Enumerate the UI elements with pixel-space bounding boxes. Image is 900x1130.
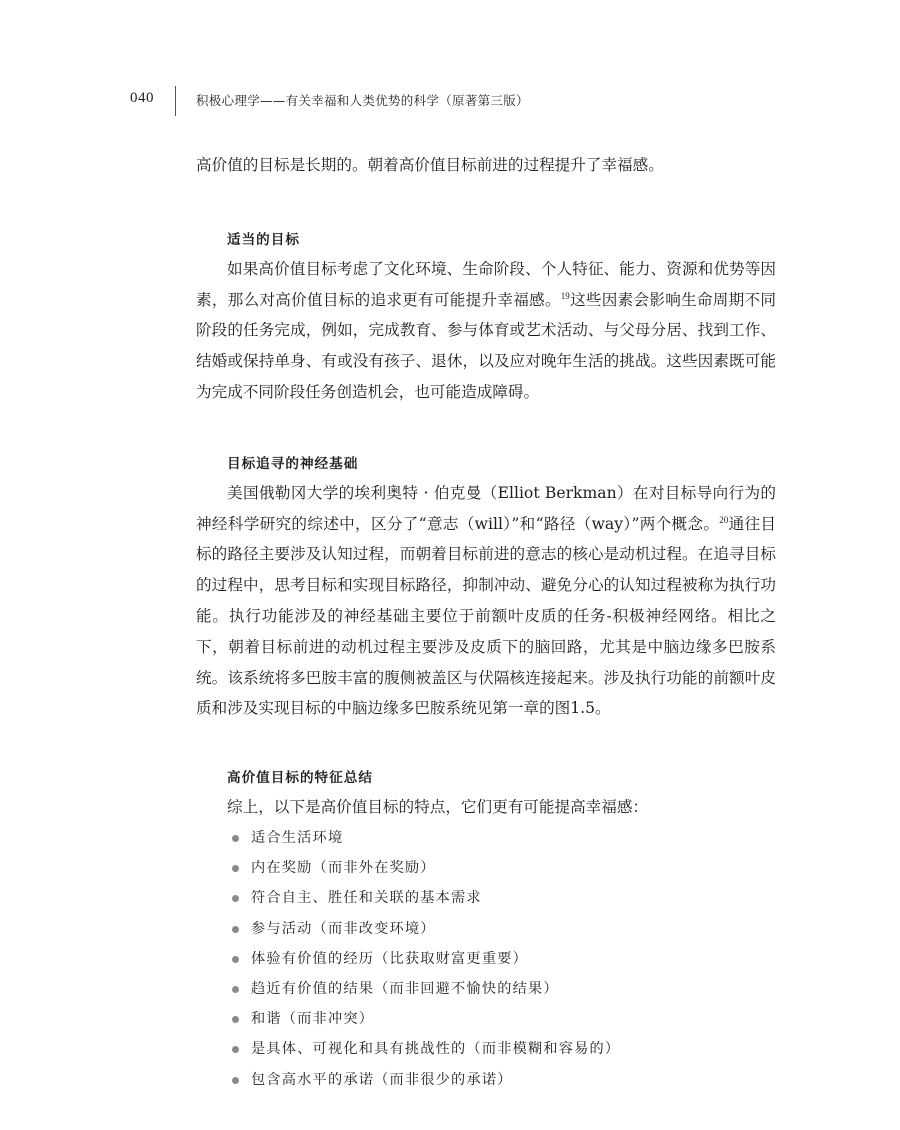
paragraph-text: 这些因素会影响生命周期不同阶段的任务完成，例如，完成教育、参与体育或艺术活动、与父母分居、找到工作、结婚或保持单身、有或没有孩子、退休，以及应对晚年生活的挑战。这些因素既可能为完成不同阶段任务创造机会，也可能造成障碍。 [196,290,776,401]
list-item-text: 体验有价值的经历（比获取财富更重要） [251,950,528,967]
bullet-icon [232,1077,239,1084]
paragraph-neural-basis [196,478,776,724]
bullet-icon [232,1016,239,1023]
paragraph-text: 如果高价值目标考虑了文化环境、生命阶段、个人特征、能力、资源和优势等因素，那么对高价值目标的追求更有可能提升幸福感。 [196,259,776,309]
list-item [196,974,776,1004]
bullet-icon [232,835,239,842]
bullet-icon [232,1046,239,1053]
running-title: 积极心理学——有关幸福和人类优势的科学（原著第三版） [196,93,529,108]
list-item [196,1065,776,1095]
feature-list [196,823,776,1095]
list-item [196,1004,776,1034]
paragraph-text: 通往目标的路径主要涉及认知过程，而朝着目标前进的意志的核心是动机过程。在追寻目标的过程中，思考目标和实现目标路径，抑制冲动、避免分心的认知过程被称为执行功能。执行功能涉及的神经基础主要位于前额叶皮质的任务-积极神经网络。相比之下，朝着目标前进的动机过程主要涉及皮质下的脑回路，尤其是中脑边缘多巴胺系统。该系统将多巴胺丰富的腹侧被盖区与伏隔核连接起来。涉及执行功能的前额叶皮质和涉及实现目标的中脑边缘多巴胺系统见第一章的图1.5。 [196,514,776,718]
list-item [196,944,776,974]
section-heading-appropriate-goals: 适当的目标 [227,231,300,248]
list-item [196,1034,776,1064]
section-heading-neural-basis: 目标追寻的神经基础 [227,455,359,472]
list-item-text: 趋近有价值的结果（而非回避不愉快的结果） [251,980,559,997]
bullet-icon [232,986,239,993]
list-item-text: 适合生活环境 [251,829,344,846]
list-item-text: 符合自主、胜任和关联的基本需求 [251,890,482,907]
list-item-text: 内在奖励（而非外在奖励） [251,860,436,877]
bullet-icon [232,865,239,872]
paragraph-appropriate-goals [196,254,776,408]
list-item [196,914,776,944]
intro-paragraph: 高价值的目标是长期的。朝着高价值目标前进的过程提升了幸福感。 [196,156,664,174]
list-item [196,853,776,883]
paragraph-text: 美国俄勒冈大学的埃利奥特 · 伯克曼（Elliot Berkman）在对目标导向行为的神经科学研究的综述中，区分了“意志（will）”和“路径（way）”两个概念。 [196,483,776,533]
section-heading-summary: 高价值目标的特征总结 [227,770,373,787]
list-item-text: 参与活动（而非改变环境） [251,920,436,937]
bullet-icon [232,956,239,963]
page-number: 040 [130,90,154,106]
list-item-text: 包含高水平的承诺（而非很少的承诺） [251,1071,513,1088]
summary-lead: 综上，以下是高价值目标的特点，它们更有可能提高幸福感： [227,798,649,817]
reference-number: 20 [719,514,729,525]
list-item [196,823,776,853]
page-header [130,88,790,114]
reference-number: 19 [560,290,570,301]
header-divider [175,86,176,116]
page-body [196,150,776,1095]
list-item-text: 和谐（而非冲突） [251,1011,375,1028]
bullet-icon [232,895,239,902]
list-item-text: 是具体、可视化和具有挑战性的（而非模糊和容易的） [251,1041,621,1058]
bullet-icon [232,926,239,933]
list-item [196,883,776,913]
